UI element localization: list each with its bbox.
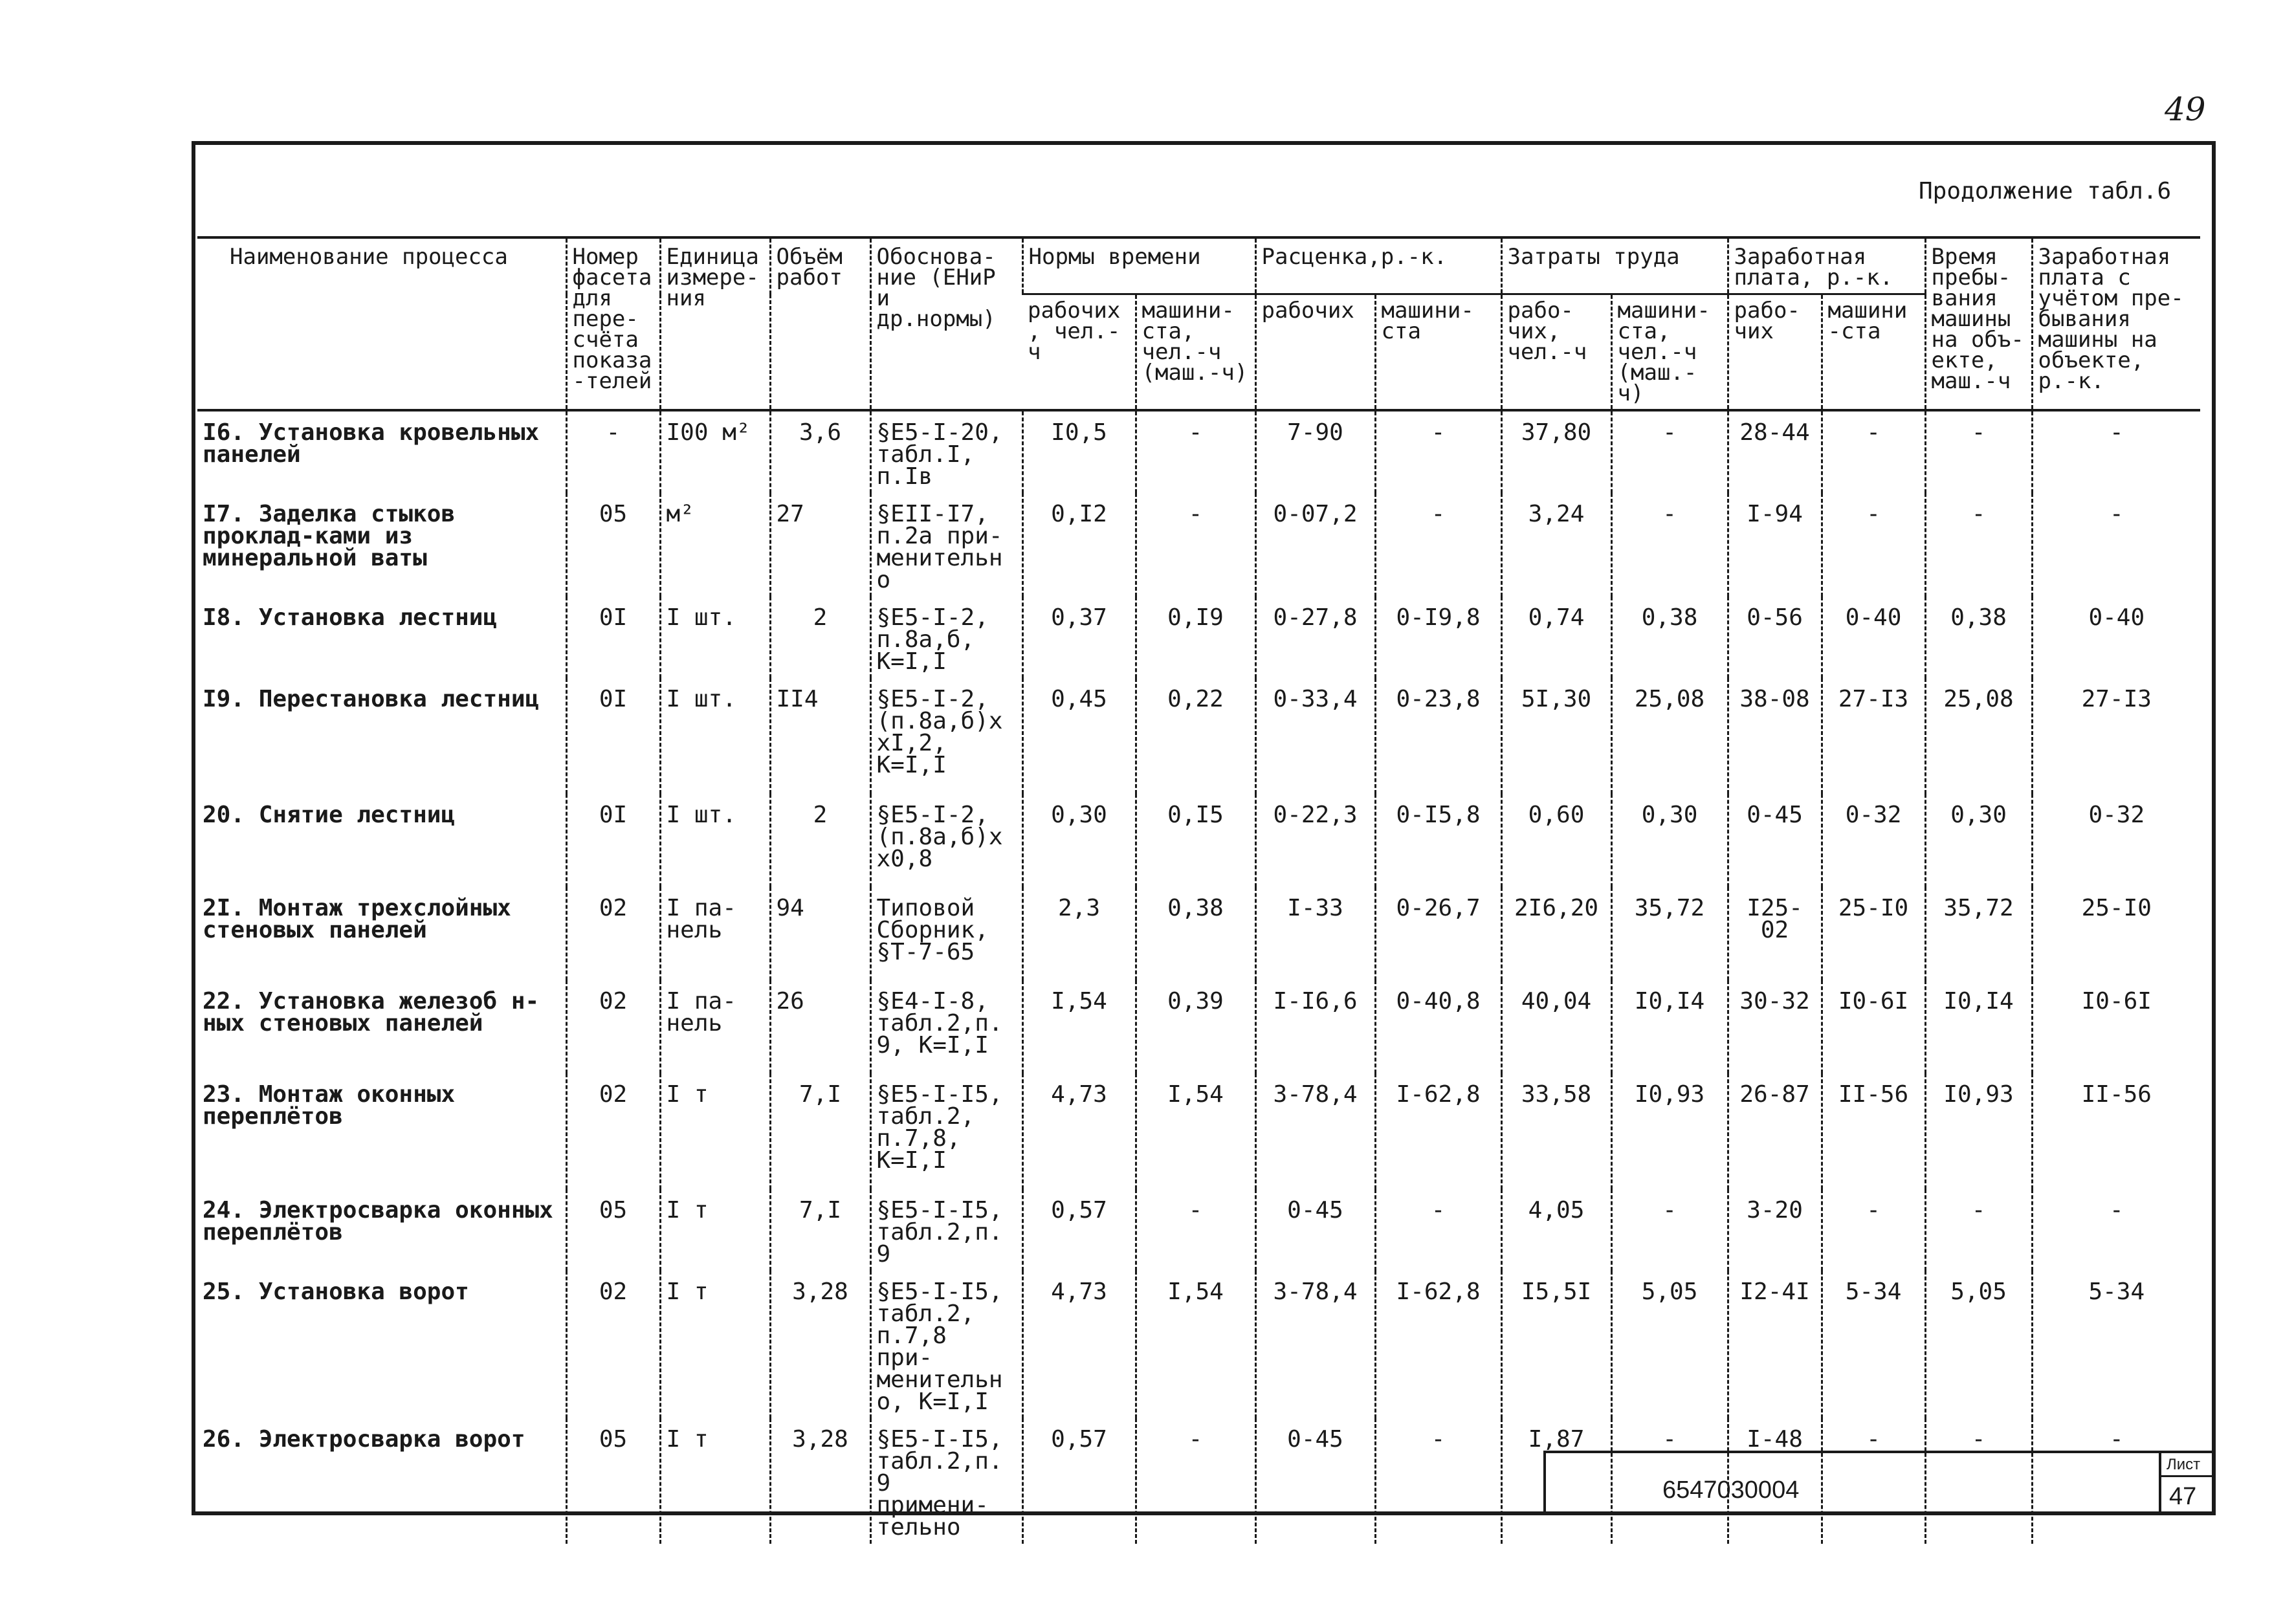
cell-labor-workers: 2I6,20 [1501,887,1611,980]
cell-labor-workers: 37,80 [1501,410,1611,493]
cell-labor-machinist: - [1611,410,1728,493]
header-basis: Обоснова-ние (ЕНиР и др.нормы) [870,237,1022,410]
cell-stay-wage: II-56 [2032,1073,2200,1189]
cell-facet: 05 [566,493,660,597]
cell-name: 24. Электросварка оконных переплётов [203,1197,553,1245]
sheet-divider [2161,1475,2213,1477]
cell-labor-machinist: I0,I4 [1611,980,1728,1073]
cell-rate-workers: 0-07,2 [1255,493,1375,597]
cell-time-workers: I0,5 [1022,410,1136,493]
cell-unit: I шт. [660,678,770,794]
header-rate-workers: рабочих [1255,294,1375,411]
cell-stay-time: I0,93 [1925,1073,2032,1189]
cell-wage-machinist: II-56 [1822,1073,1925,1189]
cell-volume: 27 [770,493,870,597]
cell-time-workers: 4,73 [1022,1271,1136,1418]
cell-basis: §Е5-I-I5, табл.2,п.9 [870,1189,1022,1271]
table-body [197,410,2200,1544]
cell-labor-machinist: I0,93 [1611,1073,1728,1189]
table-row [197,980,2200,1073]
cell-stay-wage: 0-40 [2032,597,2200,678]
sheet-label: Лист [2167,1456,2201,1473]
cell-unit: I т [660,1271,770,1418]
cell-wage-machinist: I0-6I [1822,980,1925,1073]
sheet-cell [2159,1453,2213,1515]
cell-rate-workers: 0-33,4 [1255,678,1375,794]
cell-labor-workers: 33,58 [1501,1073,1611,1189]
cell-wage-machinist: - [1822,493,1925,597]
cell-name: 2I. Монтаж трехслойных стеновых панелей [203,895,511,943]
cell-time-workers: 4,73 [1022,1073,1136,1189]
cell-name: I7. Заделка стыков проклад-ками из минеральной ваты [203,501,456,571]
table-row [197,410,2200,493]
cell-name: I9. Перестановка лестниц [203,686,540,712]
cell-stay-wage: 5-34 [2032,1271,2200,1418]
cell-basis: §Е5-I-I5, табл.2,п.9 примени-тельно [870,1418,1022,1544]
cell-time-workers: 0,57 [1022,1418,1136,1544]
cell-facet: 0I [566,678,660,794]
cell-name: 20. Снятие лестниц [203,802,456,828]
header-stay-time: Время пребы-вания машины на объ-екте, маш.-ч [1925,237,2032,410]
cell-rate-workers: 0-45 [1255,1189,1375,1271]
cell-name: 26. Электросварка ворот [203,1426,525,1453]
cell-wage-workers: I-94 [1728,493,1822,597]
cell-rate-workers: 3-78,4 [1255,1271,1375,1418]
cell-wage-workers: I25-02 [1728,887,1822,980]
cell-stay-time: I0,I4 [1925,980,2032,1073]
cell-facet: 02 [566,980,660,1073]
cell-stay-wage: 0-32 [2032,794,2200,887]
cell-labor-workers: 0,74 [1501,597,1611,678]
cell-wage-machinist: 25-I0 [1822,887,1925,980]
cell-facet: 02 [566,887,660,980]
cell-wage-machinist: - [1822,1418,1925,1544]
cell-rate-machinist: - [1375,410,1501,493]
table-row [197,1189,2200,1271]
cell-facet: 05 [566,1418,660,1544]
cell-stay-time: - [1925,410,2032,493]
cell-stay-time: 5,05 [1925,1271,2032,1418]
cell-stay-wage: 27-I3 [2032,678,2200,794]
header-time-norms: Нормы времени [1022,237,1255,294]
cell-labor-workers: I,87 [1501,1418,1611,1544]
cell-unit: I т [660,1418,770,1544]
cell-name: 22. Установка железоб н-ных стеновых панелей [203,988,540,1037]
cell-basis: §Е5-I-I5, табл.2, п.7,8, К=I,I [870,1073,1022,1189]
cell-labor-machinist: - [1611,1189,1728,1271]
cell-wage-machinist: - [1822,410,1925,493]
cell-volume: 26 [770,980,870,1073]
cell-time-machinist: 0,I5 [1136,794,1255,887]
header-wage: Заработная плата, р.-к. [1728,237,1925,294]
cell-time-workers: 0,I2 [1022,493,1136,597]
cell-unit: м² [660,493,770,597]
cell-time-workers: 0,37 [1022,597,1136,678]
cell-wage-workers: 3-20 [1728,1189,1822,1271]
cell-time-workers: 0,45 [1022,678,1136,794]
cell-unit: I шт. [660,794,770,887]
cell-time-machinist: - [1136,493,1255,597]
cell-facet: 0I [566,794,660,887]
header-labor-machinist: машини-ста, чел.-ч (маш.-ч) [1611,294,1728,411]
header-time-machinist: машини-ста, чел.-ч (маш.-ч) [1136,294,1255,411]
cell-basis: §Е5-I-20, табл.I, п.Iв [870,410,1022,493]
cell-wage-workers: 28-44 [1728,410,1822,493]
cell-wage-workers: 0-56 [1728,597,1822,678]
cell-volume: 3,28 [770,1418,870,1544]
header-rate-machinist: машини-ста [1375,294,1501,411]
cell-volume: 94 [770,887,870,980]
cell-wage-machinist: 0-32 [1822,794,1925,887]
header-volume: Объём работ [770,237,870,410]
header-stay-wage: Заработная плата с учётом пре-бывания машины на объекте, р.-к. [2032,237,2200,410]
cell-wage-workers: 38-08 [1728,678,1822,794]
cell-time-workers: 0,57 [1022,1189,1136,1271]
cell-basis: §Е5-I-2, п.8а,б, К=I,I [870,597,1022,678]
cell-rate-workers: I-I6,6 [1255,980,1375,1073]
cell-basis: §Е5-I-I5, табл.2, п.7,8 при-менительно, К=I,I [870,1271,1022,1418]
cell-wage-workers: 30-32 [1728,980,1822,1073]
cell-rate-machinist: 0-40,8 [1375,980,1501,1073]
cell-labor-machinist: - [1611,1418,1728,1544]
table-row [197,887,2200,980]
header-wage-workers: рабо-чих [1728,294,1822,411]
cell-stay-wage: I0-6I [2032,980,2200,1073]
cell-labor-machinist: 5,05 [1611,1271,1728,1418]
header-unit: Единица измере-ния [660,237,770,410]
cell-name: I6. Установка кровельных панелей [203,419,540,468]
cell-rate-workers: 0-27,8 [1255,597,1375,678]
continuation-caption: Продолжение табл.6 [1919,178,2172,204]
cell-stay-wage: - [2032,493,2200,597]
cell-rate-machinist: 0-23,8 [1375,678,1501,794]
cell-facet: 05 [566,1189,660,1271]
table-row [197,678,2200,794]
sheet-number: 47 [2169,1483,2197,1510]
cell-stay-time: - [1925,1189,2032,1271]
cell-wage-workers: I2-4I [1728,1271,1822,1418]
cell-stay-time: 25,08 [1925,678,2032,794]
cell-time-machinist: I,54 [1136,1073,1255,1189]
cell-stay-time: 35,72 [1925,887,2032,980]
cell-stay-wage: - [2032,1189,2200,1271]
cell-rate-machinist: I-62,8 [1375,1073,1501,1189]
cell-unit: I шт. [660,597,770,678]
cell-stay-time: - [1925,1418,2032,1544]
cell-time-workers: I,54 [1022,980,1136,1073]
cell-stay-time: 0,38 [1925,597,2032,678]
cell-time-machinist: 0,38 [1136,887,1255,980]
cell-rate-workers: I-33 [1255,887,1375,980]
cell-rate-workers: 3-78,4 [1255,1073,1375,1189]
cell-basis: §Е5-I-2, (п.8а,б)х хI,2, К=I,I [870,678,1022,794]
cell-time-machinist: 0,22 [1136,678,1255,794]
cell-wage-machinist: 27-I3 [1822,678,1925,794]
header-wage-machinist: машини-ста [1822,294,1925,411]
cell-time-machinist: 0,I9 [1136,597,1255,678]
cell-name: 23. Монтаж оконных переплётов [203,1081,456,1130]
header-name: Наименование процесса [197,237,566,410]
cell-labor-machinist: 0,38 [1611,597,1728,678]
cell-stay-wage: - [2032,1418,2200,1544]
cell-rate-machinist: - [1375,493,1501,597]
header-labor: Затраты труда [1501,237,1728,294]
cell-name: 25. Установка ворот [203,1278,469,1305]
table-row [197,794,2200,887]
cell-time-machinist: - [1136,1418,1255,1544]
cell-labor-workers: 3,24 [1501,493,1611,597]
cell-stay-time: 0,30 [1925,794,2032,887]
cell-rate-machinist: I-62,8 [1375,1271,1501,1418]
cell-labor-workers: 5I,30 [1501,678,1611,794]
page-number: 49 [2165,91,2206,128]
table-row [197,493,2200,597]
document-code: 6547030004 [1662,1476,1800,1504]
table-row [197,1271,2200,1418]
cell-rate-machinist: 0-26,7 [1375,887,1501,980]
cell-basis: §Е5-I-2, (п.8а,б)х х0,8 [870,794,1022,887]
cell-labor-machinist: 0,30 [1611,794,1728,887]
cell-rate-workers: 0-45 [1255,1418,1375,1544]
cell-wage-workers: I-48 [1728,1418,1822,1544]
cell-stay-time: - [1925,493,2032,597]
cell-facet: 02 [566,1073,660,1189]
cell-wage-machinist: 0-40 [1822,597,1925,678]
cell-labor-workers: I5,5I [1501,1271,1611,1418]
cell-rate-machinist: - [1375,1418,1501,1544]
cell-volume: 3,6 [770,410,870,493]
cell-labor-machinist: 35,72 [1611,887,1728,980]
cell-time-workers: 0,30 [1022,794,1136,887]
cell-labor-workers: 40,04 [1501,980,1611,1073]
cell-wage-workers: 26-87 [1728,1073,1822,1189]
cell-volume: 7,I [770,1189,870,1271]
cell-time-machinist: - [1136,1189,1255,1271]
cell-time-workers: 2,3 [1022,887,1136,980]
header-rate: Расценка,р.-к. [1255,237,1501,294]
table-row [197,1073,2200,1189]
cell-volume: 2 [770,597,870,678]
cell-labor-workers: 0,60 [1501,794,1611,887]
cell-unit: I па-нель [660,887,770,980]
cell-volume: 3,28 [770,1271,870,1418]
cell-basis: §Е4-I-8, табл.2,п.9, К=I,I [870,980,1022,1073]
cell-volume: 2 [770,794,870,887]
cell-labor-machinist: - [1611,493,1728,597]
table-row [197,597,2200,678]
norms-table [197,236,2200,1544]
cell-basis: §ЕII-I7, п.2а при-менительно [870,493,1022,597]
cell-labor-machinist: 25,08 [1611,678,1728,794]
cell-wage-machinist: - [1822,1189,1925,1271]
cell-rate-workers: 0-22,3 [1255,794,1375,887]
cell-wage-machinist: 5-34 [1822,1271,1925,1418]
header-labor-workers: рабо-чих, чел.-ч [1501,294,1611,411]
cell-facet: - [566,410,660,493]
cell-rate-workers: 7-90 [1255,410,1375,493]
cell-volume: II4 [770,678,870,794]
cell-stay-wage: 25-I0 [2032,887,2200,980]
cell-rate-machinist: - [1375,1189,1501,1271]
cell-name: I8. Установка лестниц [203,604,498,631]
cell-basis: Типовой Сборник, §Т-7-65 [870,887,1022,980]
header-time-workers: рабочих, чел.-ч [1022,294,1136,411]
cell-stay-wage: - [2032,410,2200,493]
cell-time-machinist: I,54 [1136,1271,1255,1418]
cell-unit: I па-нель [660,980,770,1073]
cell-unit: I т [660,1189,770,1271]
cell-unit: I00 м² [660,410,770,493]
cell-facet: 0I [566,597,660,678]
cell-facet: 02 [566,1271,660,1418]
cell-time-machinist: - [1136,410,1255,493]
cell-unit: I т [660,1073,770,1189]
cell-wage-workers: 0-45 [1728,794,1822,887]
header-facet: Номер фасета для пере-счёта показа-телей [566,237,660,410]
table-header-row [197,237,2200,294]
cell-labor-workers: 4,05 [1501,1189,1611,1271]
cell-rate-machinist: 0-I5,8 [1375,794,1501,887]
title-block-stamp [1543,1451,2213,1515]
cell-rate-machinist: 0-I9,8 [1375,597,1501,678]
cell-time-machinist: 0,39 [1136,980,1255,1073]
cell-volume: 7,I [770,1073,870,1189]
